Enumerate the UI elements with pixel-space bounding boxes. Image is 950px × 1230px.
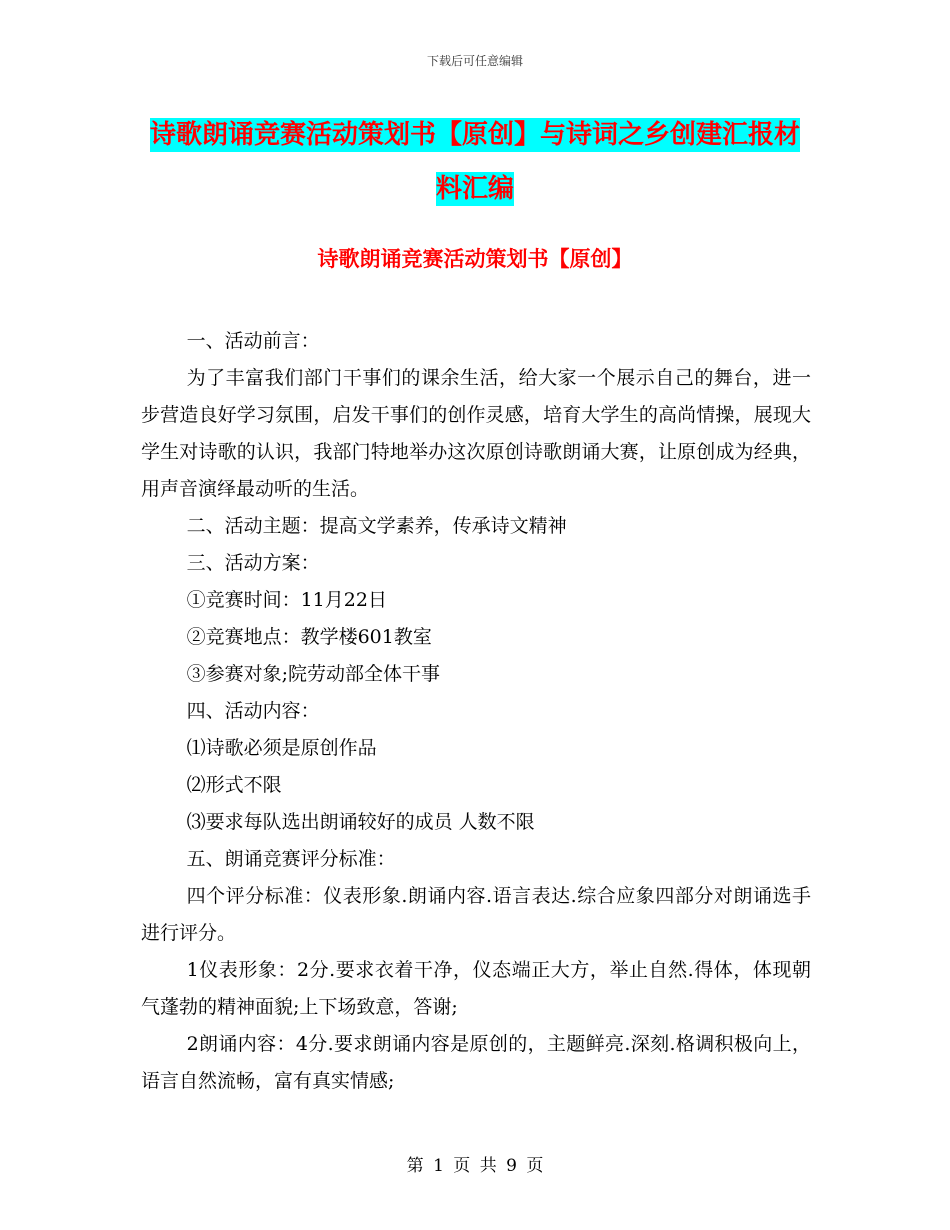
document-body bbox=[141, 323, 811, 1100]
paragraph: 1仪表形象：2分.要求衣着干净，仪态端正大方，举止自然.得体，体现朝气蓬勃的精神面貌;上下场致意，答谢; bbox=[141, 959, 811, 1018]
page-number-footer: 第 1 页 共 9 页 bbox=[406, 1156, 544, 1176]
document-main-title bbox=[140, 108, 810, 216]
paragraph: ①竞赛时间：11月22日 bbox=[186, 589, 387, 611]
main-title-text: 诗歌朗诵竞赛活动策划书【原创】与诗词之乡创建汇报材料汇编 bbox=[149, 120, 800, 204]
paragraph: ③参赛对象;院劳动部全体干事 bbox=[186, 663, 440, 685]
paragraph: 二、活动主题：提高文学素养，传承诗文精神 bbox=[186, 515, 567, 537]
paragraph: 四个评分标准：仪表形象.朗诵内容.语言表达.综合应象四部分对朗诵选手进行评分。 bbox=[141, 885, 811, 944]
section-title: 诗歌朗诵竞赛活动策划书【原创】 bbox=[317, 247, 633, 271]
paragraph: 四、活动内容： bbox=[186, 700, 320, 722]
paragraph: 为了丰富我们部门干事们的课余生活，给大家一个展示自己的舞台，进一步营造良好学习氛围，启发干事们的创作灵感，培育大学生的高尚情操，展现大学生对诗歌的认识，我部门特地举办这次原创诗歌朗诵大赛，让原创成为经典，用声音演绎最动听的生活。 bbox=[141, 367, 811, 500]
paragraph: 2朗诵内容：4分.要求朗诵内容是原创的，主题鲜亮.深刻.格调积极向上，语言自然流畅，富有真实情感; bbox=[141, 1033, 811, 1092]
paragraph: ⑵形式不限 bbox=[186, 774, 282, 796]
page-header-note: 下载后可任意编辑 bbox=[426, 54, 523, 68]
paragraph: ⑶要求每队选出朗诵较好的成员 人数不限 bbox=[186, 811, 535, 833]
paragraph: 五、朗诵竞赛评分标准： bbox=[186, 848, 396, 870]
paragraph: ⑴诗歌必须是原创作品 bbox=[186, 737, 377, 759]
paragraph: 三、活动方案： bbox=[186, 552, 320, 574]
paragraph: 一、活动前言： bbox=[186, 330, 320, 352]
paragraph: ②竞赛地点：教学楼601教室 bbox=[186, 626, 432, 648]
